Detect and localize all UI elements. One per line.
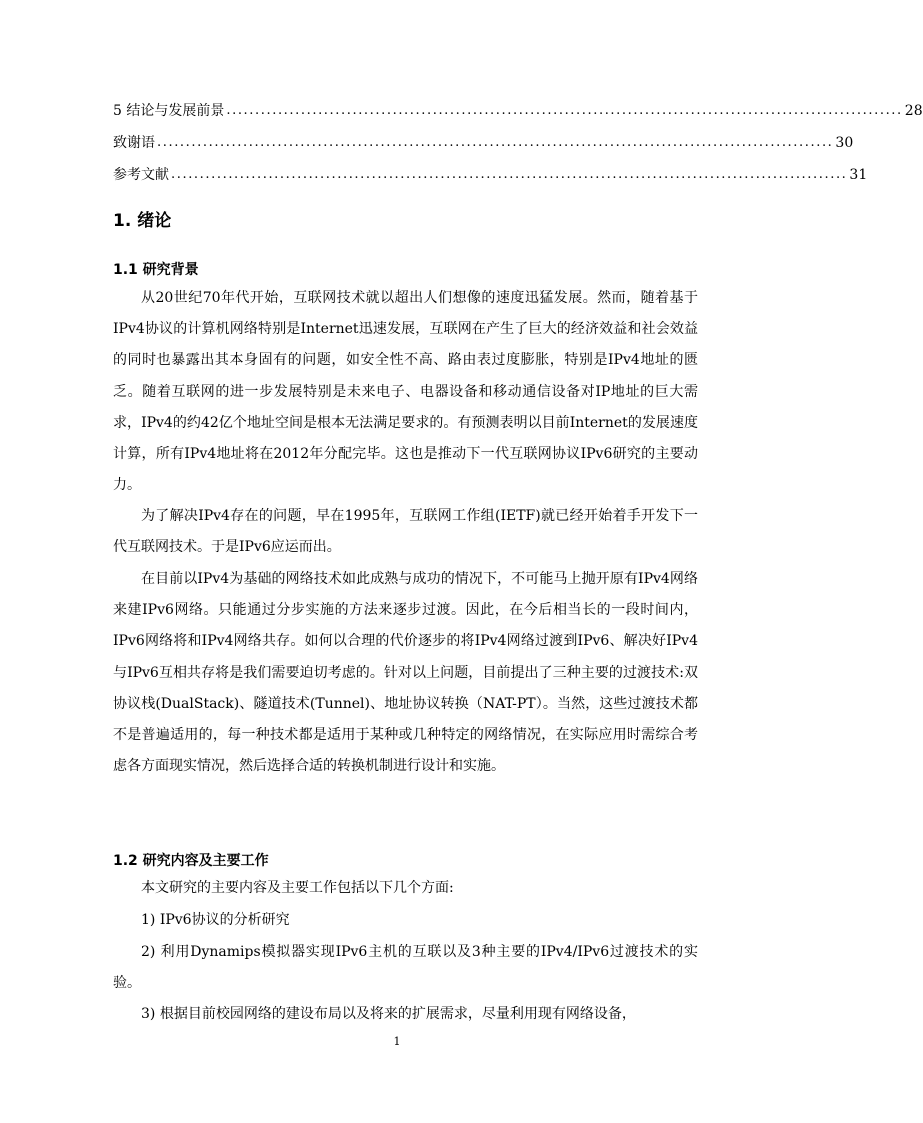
toc-leader-dots: ...................................................................................................................... <box>157 135 834 150</box>
toc-entry-page: 31 <box>849 167 868 183</box>
toc-entry[interactable] <box>113 130 854 152</box>
body-paragraph: 在目前以IPv4为基础的网络技术如此成熟与成功的情况下，不可能马上抛开原有IPv4网络来建IPv6网络。只能通过分步实施的方法来逐步过渡。因此，在今后相当长的一段时间内，IPv6网络将和IPv4网络共存。如何以合理的代价逐步的将IPv4网络过渡到IPv6、解决好IPv4与IPv6互相共存将是我们需要迫切考虑的。针对以上问题，目前提出了三种主要的过渡技术:双协议栈(DualStack)、隧道技术(Tunnel)、地址协议转换（NAT-PT）。当然，这些过渡技术都不是普遍适用的，每一种技术都是适用于某种或几种特定的网络情况，在实际应用时需综合考虑各方面现实情况，然后选择合适的转换机制进行设计和实施。 <box>113 571 698 775</box>
chapter-heading: 1. 绪论 <box>113 211 172 231</box>
body-paragraph: 本文研究的主要内容及主要工作包括以下几个方面: <box>141 880 454 896</box>
body-paragraph: 为了解决IPv4存在的问题，早在1995年，互联网工作组(IETF)就已经开始着手开发下一代互联网技术。于是IPv6应运而出。 <box>113 508 698 556</box>
toc-entry-page: 28 <box>904 103 923 119</box>
body-paragraph: 从20世纪70年代开始，互联网技术就以超出人们想像的速度迅猛发展。然而，随着基于IPv4协议的计算机网络特别是Internet迅速发展，互联网在产生了巨大的经济效益和社会效益的同时也暴露出其本身固有的问题，如安全性不高、路由表过度膨胀，特别是IPv4地址的匮乏。随着互联网的进一步发展特别是未来电子、电器设备和移动通信设备对IP地址的巨大需求，IPv4的约42亿个地址空间是根本无法满足要求的。有预测表明以目前Internet的发展速度计算，所有IPv4地址将在2012年分配完毕。这也是推动下一代互联网协议IPv6研究的主要动力。 <box>113 290 698 494</box>
toc-leader-dots: ...................................................................................................................... <box>171 167 848 182</box>
toc-leader-dots: ...................................................................................................................... <box>226 103 903 118</box>
toc-entry-title: 致谢语 <box>113 135 155 151</box>
toc-entry[interactable] <box>113 98 923 120</box>
section-heading: 1.1 研究背景 <box>113 262 199 278</box>
toc-entry[interactable] <box>113 162 868 184</box>
toc-entry-title: 5 结论与发展前景 <box>113 103 225 119</box>
page-number: 1 <box>393 1035 401 1048</box>
list-item: 3) 根据目前校园网络的建设布局以及将来的扩展需求，尽量利用现有网络设备， <box>141 1006 636 1022</box>
toc-entry-page: 30 <box>835 135 854 151</box>
list-item: 1) IPv6协议的分析研究 <box>141 912 290 928</box>
list-item: 2) 利用Dynamips模拟器实现IPv6主机的互联以及3种主要的IPv4/IPv6过渡技术的实验。 <box>113 944 698 992</box>
section-heading: 1.2 研究内容及主要工作 <box>113 853 269 869</box>
toc-entry-title: 参考文献 <box>113 167 169 183</box>
